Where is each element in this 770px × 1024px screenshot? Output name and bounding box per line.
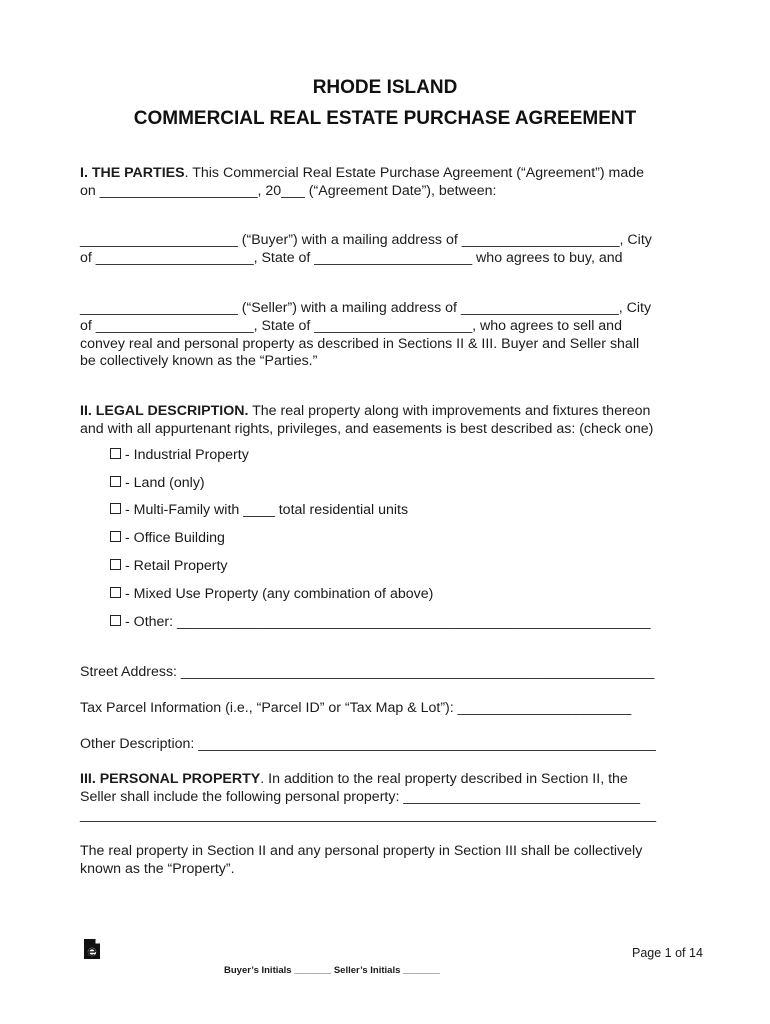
checkbox-icon[interactable]: [110, 587, 121, 598]
checkbox-icon[interactable]: [110, 615, 121, 626]
option-label: - Other: ____________________________________________________________: [125, 614, 651, 630]
option-label: - Mixed Use Property (any combination of above): [125, 586, 434, 602]
seller-line4: be collectively known as the “Parties.”: [80, 353, 318, 369]
parties-paragraph-line2: on ____________________, 20___ (“Agreement Date”), between:: [80, 183, 497, 199]
buyer-line2: of ____________________, State of ____________________ who agrees to buy, and: [80, 250, 623, 266]
seller-line2: of ____________________, State of ____________________, who agrees to sell and: [80, 318, 622, 334]
legal-heading: II. LEGAL DESCRIPTION.: [80, 403, 249, 419]
option-retail[interactable]: [110, 558, 228, 574]
option-label: - Retail Property: [125, 558, 228, 574]
personal-paragraph-line1: [80, 771, 700, 788]
personal-property-field-cont[interactable]: _________________________________________________________________________: [80, 807, 656, 823]
option-land[interactable]: [110, 475, 205, 491]
option-mixed-use[interactable]: [110, 586, 433, 602]
option-office[interactable]: [110, 530, 225, 546]
legal-paragraph-line2: and with all appurtenant rights, privileges, and easements is best described as: (check one): [80, 421, 654, 437]
legal-paragraph-line1: [80, 403, 700, 420]
property-definition-line2: known as the “Property”.: [80, 861, 235, 877]
document-title: COMMERCIAL REAL ESTATE PURCHASE AGREEMENT: [133, 108, 637, 129]
seller-line1: ____________________ (“Seller”) with a mailing address of ____________________, City: [80, 300, 652, 316]
option-label: - Multi-Family with ____ total residential units: [125, 502, 409, 518]
checkbox-icon[interactable]: [110, 476, 121, 487]
option-label: - Land (only): [125, 475, 205, 491]
checkbox-icon[interactable]: [110, 448, 121, 459]
personal-text: . In addition to the real property described in Section II, the: [260, 771, 628, 787]
buyer-line1: ____________________ (“Buyer”) with a mailing address of ____________________, City: [80, 232, 652, 248]
initials-line[interactable]: Buyer’s Initials _______ Seller’s Initials _______: [224, 965, 440, 976]
personal-property-field[interactable]: Seller shall include the following personal property: ______________________________: [80, 789, 641, 805]
page-number: Page 1 of 14: [632, 946, 703, 960]
option-multi-family[interactable]: [110, 502, 408, 518]
document-title-state: RHODE ISLAND: [312, 77, 458, 98]
option-other[interactable]: [110, 614, 650, 630]
personal-heading: III. PERSONAL PROPERTY: [80, 771, 261, 787]
option-label: - Industrial Property: [125, 447, 249, 463]
legal-text: The real property along with improvements and fixtures thereon: [248, 403, 651, 419]
other-description-field[interactable]: Other Description: __________________________________________________________: [80, 736, 656, 752]
option-label: - Office Building: [125, 530, 225, 546]
parties-paragraph-line1: [80, 165, 700, 182]
checkbox-icon[interactable]: [110, 503, 121, 514]
property-definition-line1: The real property in Section II and any personal property in Section III shall be collectively: [80, 843, 643, 859]
parties-text: . This Commercial Real Estate Purchase Agreement (“Agreement”) made: [184, 165, 645, 181]
parties-heading: I. THE PARTIES: [80, 165, 185, 181]
checkbox-icon[interactable]: [110, 531, 121, 542]
checkbox-icon[interactable]: [110, 559, 121, 570]
tax-parcel-field[interactable]: Tax Parcel Information (i.e., “Parcel ID” or “Tax Map & Lot”): ______________________: [80, 700, 632, 716]
eforms-logo-icon: [83, 938, 101, 960]
seller-line3: convey real and personal property as described in Sections II & III. Buyer and Seller shall: [80, 336, 640, 352]
street-address-field[interactable]: Street Address: ____________________________________________________________: [80, 664, 655, 680]
option-industrial[interactable]: [110, 447, 249, 463]
